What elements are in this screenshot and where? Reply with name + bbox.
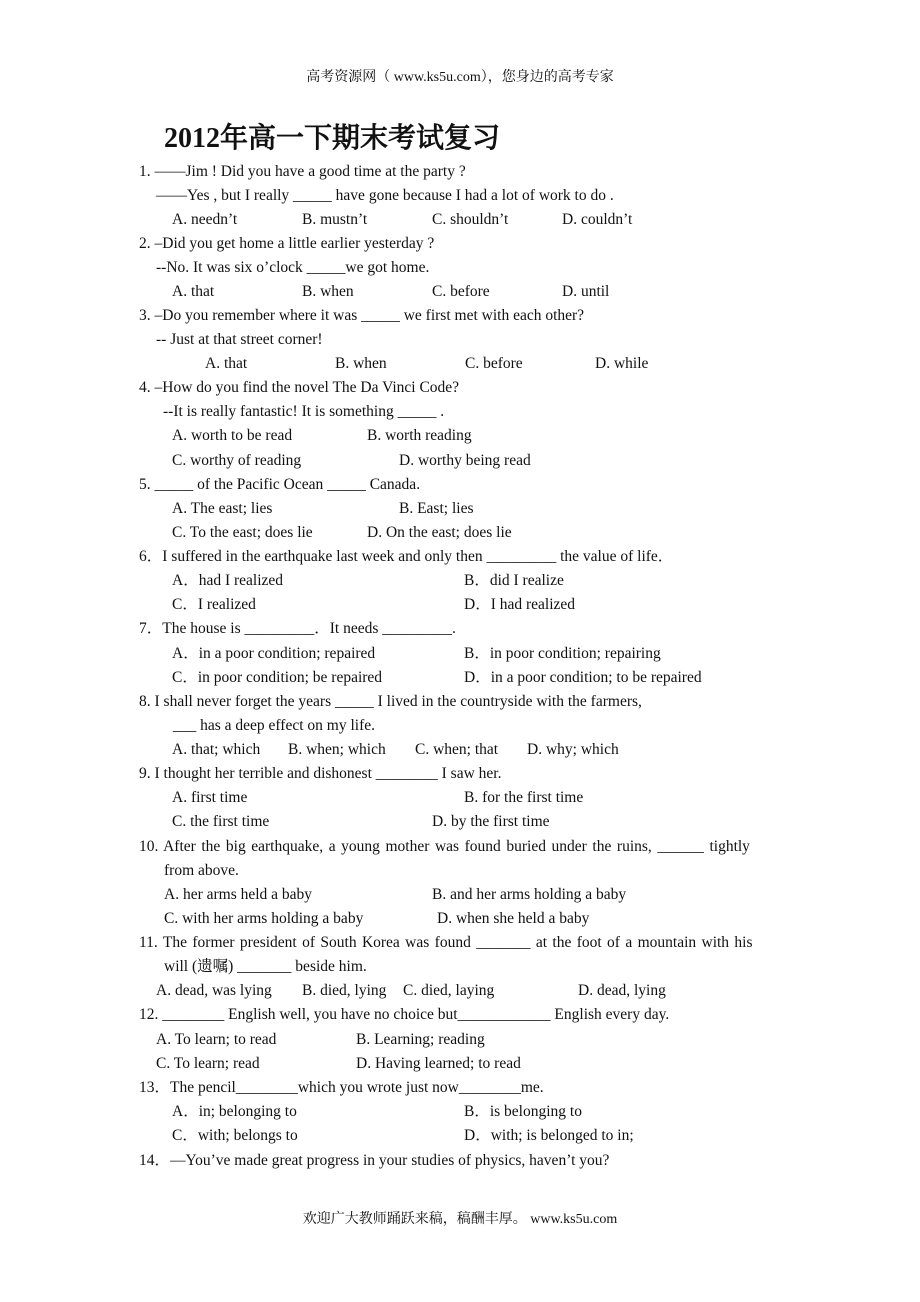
option-b: B. and her arms holding a baby	[432, 886, 627, 903]
question-line: will (遗嘱) _______ beside him.	[164, 958, 367, 975]
option-c: C. with her arms holding a baby	[164, 910, 364, 927]
option-b: B．in poor condition; repairing	[464, 645, 661, 662]
option-c: C. To learn; read	[156, 1055, 260, 1072]
question-line: 4. –How do you find the novel The Da Vinci Code?	[139, 379, 460, 396]
option-a: A. that	[172, 283, 215, 300]
option-a: A. worth to be read	[172, 427, 293, 444]
document-title: 2012年高一下期末考试复习	[164, 123, 501, 154]
option-b: B. worth reading	[367, 427, 472, 444]
option-b: B. when; which	[288, 741, 386, 758]
question-line: 11. The former president of South Korea was found _______ at the foot of a mountain with his	[139, 934, 753, 951]
option-c: C. To the east; does lie	[172, 524, 313, 541]
option-d: D. worthy being read	[399, 452, 531, 469]
option-d: D．I had realized	[464, 596, 576, 613]
option-d: D. Having learned; to read	[356, 1055, 521, 1072]
option-d: D. On the east; does lie	[367, 524, 512, 541]
option-c: C. before	[465, 355, 523, 372]
option-c: C. shouldn’t	[432, 211, 509, 228]
option-a: A. that; which	[172, 741, 261, 758]
question-line: --It is really fantastic! It is something _____ .	[163, 403, 445, 420]
option-d: D. by the first time	[432, 813, 550, 830]
question-line: 12. ________ English well, you have no choice but____________ English every day.	[139, 1006, 670, 1023]
option-a: A. The east; lies	[172, 500, 273, 517]
option-d: D. until	[562, 283, 610, 300]
page-footer: 欢迎广大教师踊跃来稿，稿酬丰厚。 www.ks5u.com	[302, 1212, 618, 1227]
question-line: ――Yes , but I really _____ have gone because I had a lot of work to do .	[156, 187, 614, 204]
option-c: C．I realized	[172, 596, 256, 613]
option-b: B. Learning; reading	[356, 1031, 485, 1048]
option-d: D．with; is belonged to in;	[464, 1127, 634, 1144]
question-line: 10. After the big earthquake, a young mother was found buried under the ruins, ______ tightly	[139, 838, 750, 855]
option-b: B. died, lying	[302, 982, 387, 999]
question-line: 6．I suffered in the earthquake last week and only then _________ the value of life．	[139, 548, 674, 565]
option-d: D．in a poor condition; to be repaired	[464, 669, 702, 686]
option-d: D. dead, lying	[578, 982, 666, 999]
option-a: A. To learn; to read	[156, 1031, 277, 1048]
option-b: B. mustn’t	[302, 211, 368, 228]
option-d: D. while	[595, 355, 649, 372]
option-c: C．with; belongs to	[172, 1127, 298, 1144]
option-c: C. the first time	[172, 813, 270, 830]
question-line: 5. _____ of the Pacific Ocean _____ Canada.	[139, 476, 421, 493]
option-a: A. first time	[172, 789, 248, 806]
option-d: D. couldn’t	[562, 211, 633, 228]
option-c: C. worthy of reading	[172, 452, 302, 469]
option-b: B. East; lies	[399, 500, 474, 517]
option-a: A. dead, was lying	[156, 982, 272, 999]
option-c: C. died, laying	[403, 982, 495, 999]
option-b: B．did I realize	[464, 572, 564, 589]
question-line: from above.	[164, 862, 239, 879]
option-a: A. needn’t	[172, 211, 238, 228]
question-line: 8. I shall never forget the years _____ I lived in the countryside with the farmers,	[139, 693, 642, 710]
question-line: 1. ――Jim ! Did you have a good time at the party ?	[139, 163, 466, 180]
option-d: D. when she held a baby	[437, 910, 590, 927]
question-line: --No. It was six o’clock _____we got home.	[156, 259, 430, 276]
question-line: 2. –Did you get home a little earlier yesterday ?	[139, 235, 435, 252]
question-line: 7．The house is _________．It needs _________.	[139, 620, 456, 637]
question-line: ___ has a deep effect on my life.	[173, 717, 375, 734]
question-line: 3. –Do you remember where it was _____ we first met with each other?	[139, 307, 585, 324]
option-b: B. when	[335, 355, 387, 372]
option-a: A．in a poor condition; repaired	[172, 645, 376, 662]
option-d: D. why; which	[527, 741, 619, 758]
question-line: 9. I thought her terrible and dishonest ________ I saw her.	[139, 765, 502, 782]
option-b: B．is belonging to	[464, 1103, 582, 1120]
option-b: B. when	[302, 283, 354, 300]
option-b: B. for the first time	[464, 789, 584, 806]
option-a: A. her arms held a baby	[164, 886, 313, 903]
option-c: C. before	[432, 283, 490, 300]
question-line: -- Just at that street corner!	[156, 331, 323, 348]
option-c: C. when; that	[415, 741, 499, 758]
question-line: 13．The pencil________which you wrote just now________me.	[139, 1079, 544, 1096]
option-c: C．in poor condition; be repaired	[172, 669, 383, 686]
option-a: A. that	[205, 355, 248, 372]
option-a: A．in; belonging to	[172, 1103, 297, 1120]
option-a: A．had I realized	[172, 572, 284, 589]
page-header: 高考资源网（ www.ks5u.com），您身边的高考专家	[306, 70, 614, 85]
question-line: 14．—You’ve made great progress in your studies of physics, haven’t you?	[139, 1152, 610, 1169]
